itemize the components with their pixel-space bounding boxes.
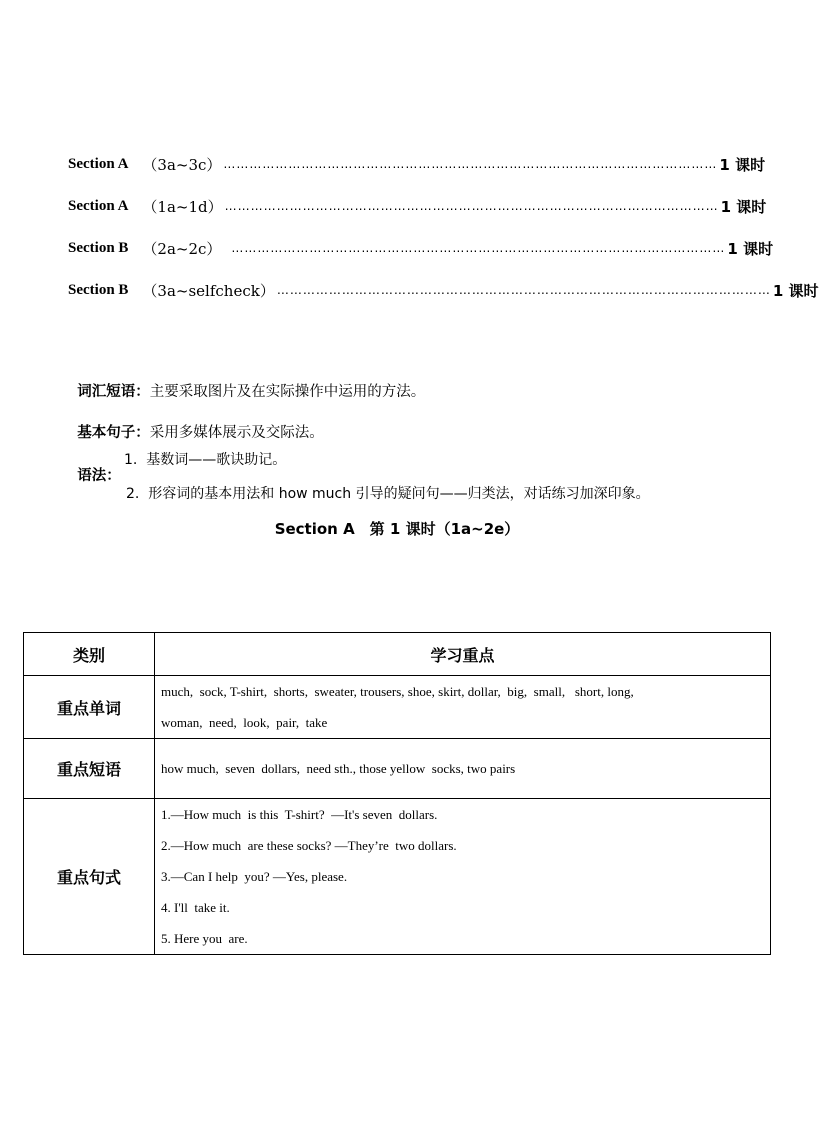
toc-hours: 1 课时 [720, 197, 767, 216]
toc-hours: 1 课时 [719, 155, 766, 174]
toc-row [68, 153, 766, 175]
content-line: 2.—How much are these socks? —They’re two dollars. [161, 838, 457, 853]
sentence-text: 采用多媒体展示及交际法。 [149, 425, 324, 441]
section-title: Section A 第 1 课时（1a~2e） [274, 520, 520, 538]
content-line: 3.—Can I help you? —Yes, please. [161, 869, 348, 884]
toc-row [68, 237, 774, 259]
grammar-item-2: 2. 形容词的基本用法和 how much 引导的疑问句——归类法，对话练习加深印象。 [126, 486, 650, 502]
header-focus: 学习重点 [155, 633, 771, 676]
toc-range: （2a~2c） [142, 239, 222, 258]
content-line: much, sock, T-shirt, shorts, sweater, trousers, shoe, skirt, dollar, big, small, short, long, [161, 684, 634, 699]
toc-dots: …………………………………………………………………………………………………… [223, 157, 718, 171]
grammar-item-1: 1. 基数词——歌诀助记。 [124, 452, 287, 468]
toc-label: Section A [68, 197, 129, 214]
vocab-method [68, 364, 425, 401]
focus-table [23, 632, 771, 955]
row-category: 重点单词 [24, 676, 155, 739]
toc-row [68, 195, 767, 217]
table-row [24, 739, 771, 799]
table-row [24, 799, 771, 955]
content-line: woman, need, look, pair, take [161, 715, 328, 730]
content-line: 4. I'll take it. [161, 900, 230, 915]
sentence-key: 基本句子： [77, 425, 150, 441]
content-line: 1.—How much is this T-shirt? —It's seven dollars. [161, 807, 438, 822]
grammar-key: 语法： [77, 468, 121, 484]
header-category: 类别 [24, 633, 155, 676]
sentence-method [68, 405, 324, 442]
row-content [155, 739, 771, 799]
content-line: how much, seven dollars, need sth., those yellow socks, two pairs [161, 761, 516, 776]
table-header-row [24, 633, 771, 676]
toc-label: Section B [68, 239, 129, 256]
toc-label: Section B [68, 281, 129, 298]
toc-label: Section A [68, 155, 129, 172]
toc-hours: 1 课时 [772, 281, 819, 300]
toc-hours: 1 课时 [727, 239, 774, 258]
row-content [155, 799, 771, 955]
vocab-text: 主要采取图片及在实际操作中运用的方法。 [149, 384, 426, 400]
row-category: 重点短语 [24, 739, 155, 799]
toc-range: （1a~1d） [142, 197, 223, 216]
toc-dots: …………………………………………………………………………………………………… [276, 283, 771, 297]
vocab-key: 词汇短语： [77, 384, 150, 400]
toc-dots: …………………………………………………………………………………………………… [231, 241, 726, 255]
row-content [155, 676, 771, 739]
row-category: 重点句式 [24, 799, 155, 955]
toc-dots: …………………………………………………………………………………………………… [224, 199, 719, 213]
toc-range: （3a~selfcheck） [142, 281, 275, 300]
toc-row [68, 279, 819, 301]
toc-range: （3a~3c） [142, 155, 222, 174]
table-row [24, 676, 771, 739]
content-line: 5. Here you are. [161, 931, 248, 946]
grammar-method [68, 448, 121, 485]
